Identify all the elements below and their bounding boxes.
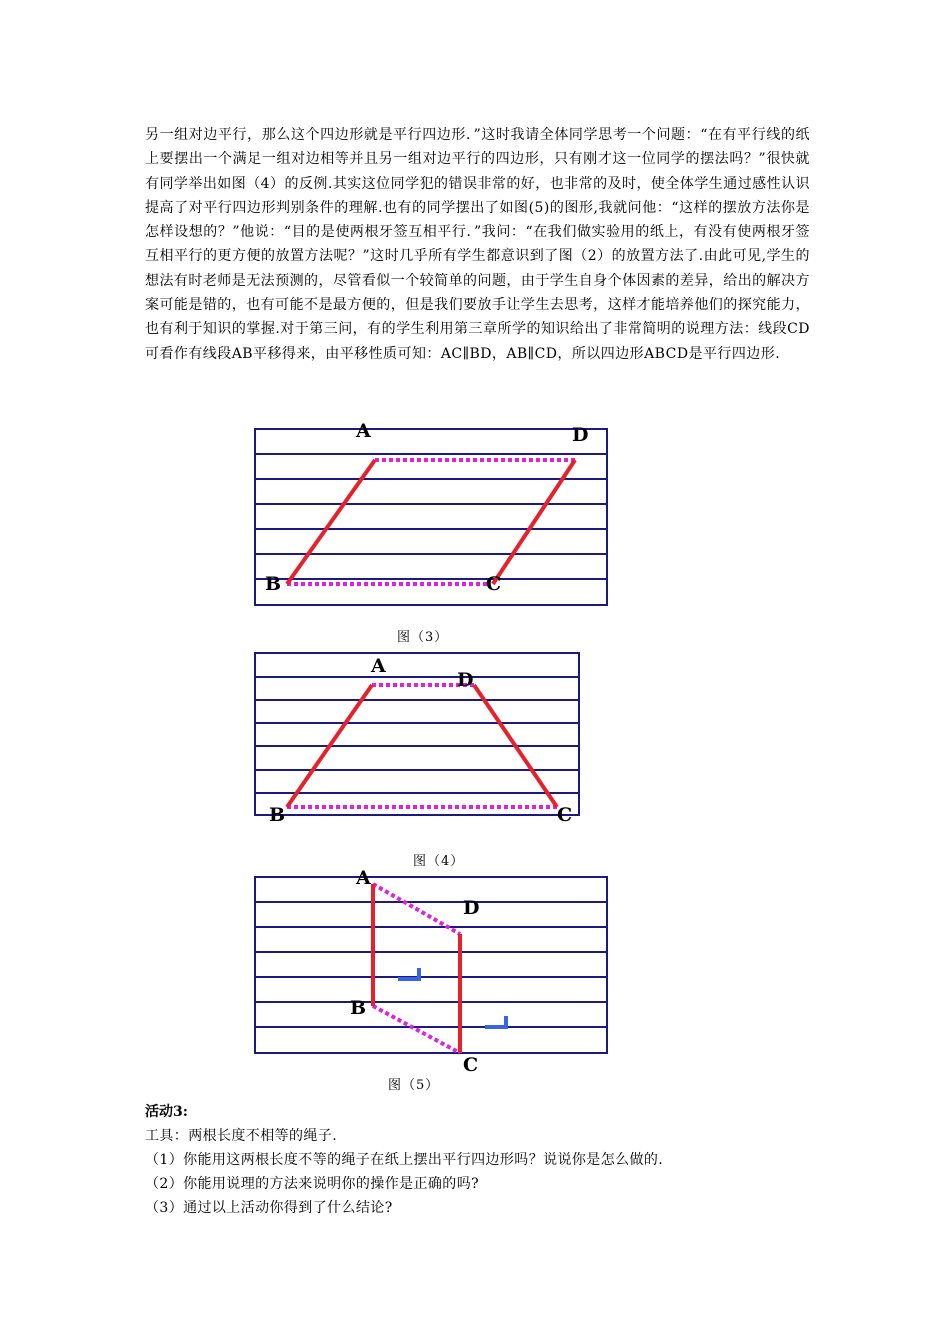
label-A: A	[356, 420, 371, 442]
label-C: C	[463, 1054, 479, 1076]
activity-question-2: （2）你能用说理的方法来说明你的操作是正确的吗?	[145, 1176, 480, 1192]
label-B: B	[265, 573, 282, 595]
label-C: C	[557, 804, 573, 826]
label-D: D	[572, 424, 589, 446]
label-B: B	[269, 804, 286, 826]
right-angle-mark	[398, 968, 419, 979]
figure-3-caption: 图（3）	[397, 630, 449, 645]
activity-question-3: （3）通过以上活动你得到了什么结论?	[145, 1200, 393, 1216]
label-D: D	[463, 897, 480, 919]
figure-5-caption: 图（5）	[388, 1078, 440, 1093]
figure-5	[250, 865, 615, 1080]
label-B: B	[350, 997, 367, 1019]
activity-title: 活动3:	[145, 1104, 188, 1120]
figure-3	[250, 420, 615, 615]
activity-tools: 工具：两根长度不相等的绳子.	[145, 1128, 338, 1144]
label-A: A	[356, 867, 371, 889]
activity-question-1: （1）你能用这两根长度不等的绳子在纸上摆出平行四边形吗？说说你是怎么做的.	[145, 1152, 664, 1168]
right-angle-mark	[485, 1016, 506, 1027]
figure-4	[250, 650, 590, 830]
label-A: A	[371, 655, 386, 677]
label-D: D	[457, 669, 474, 691]
figure-4-caption: 图（4）	[413, 854, 465, 869]
segment-BC	[373, 1006, 460, 1053]
body-paragraph: 另一组对边平行，那么这个四边形就是平行四边形．”这时我请全体同学思考一个问题：“在有平行线的纸上要摆出一个满足一组对边相等并且另一组对边平行的四边形，只有刚才这一位同学的摆法吗？”很快就有同学举出如图（4）的反例.其实这位同学犯的错误非常的好，也非常的及时，使全体学生通过感性认识提高了对平行四边形判别条件的理解.也有的同学摆出了如图(5)的图形,我就问他：“这样的摆放方法你是怎样设想的？”他说：“目的是使两根牙签互相平行．”我问：“在我们做实验用的纸上，有没有使两根牙签互相平行的更方便的放置方法呢？”这时几乎所有学生都意识到了图（2）的放置方法了.由此可见,学生的想法有时老师是无法预测的，尽管看似一个较简单的问题，由于学生自身个体因素的差异，给出的解决方案可能是错的，也有可能不是最方便的，但是我们要放手让学生去思考，这样才能培养他们的探究能力，也有利于知识的掌握.对于第三问，有的学生利用第三章所学的知识给出了非常简明的说理方法：线段CD可看作有线段AB平移得来，由平移性质可知：AC∥BD，AB∥CD，所以四边形ABCD是平行四边形.	[145, 127, 810, 362]
label-C: C	[486, 573, 502, 595]
